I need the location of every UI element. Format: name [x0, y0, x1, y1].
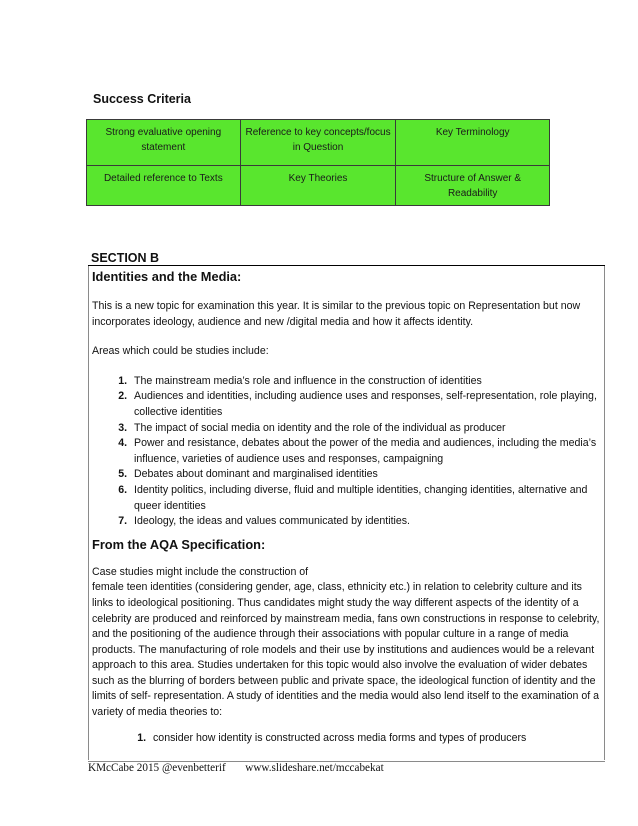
table-row	[87, 166, 550, 206]
list-item: 1. consider how identity is constructed across media forms and types of producers	[149, 731, 602, 747]
intro-paragraph: This is a new topic for examination this year. It is similar to the previous topic on Representation but now incorporates ideology, audience and new /digital media and how it affects identity.	[92, 300, 581, 328]
areas-list	[92, 374, 602, 530]
theories-list	[92, 731, 602, 747]
table-cell: Detailed reference to Texts	[87, 166, 241, 206]
section-content	[92, 266, 602, 746]
table-cell: Key Theories	[240, 166, 396, 206]
list-item: 7. Ideology, the ideas and values communicated by identities.	[130, 514, 602, 530]
case-study-line: Case studies might include the construction of	[92, 565, 309, 578]
table-cell: Key Terminology	[396, 120, 550, 166]
case-study-body: female teen identities (considering gender, age, class, ethnicity etc.) in relation to celebrity culture and its links to ideological positioning. Thus candidates might study the way different aspects of the identity of a celebrity are produced and reinforced by mainstream media, fans own constructions in response to celebrity, and the positioning of the audience through their associations with popular culture in a range of media products. The manufacturing of role models and their use by institutions and audiences would be a relevant approach to this area. Studies undertaken for this topic would also involve the evaluation of wider debates such as the blurring of borders between public and private space, the ideological function of identity and the limits of self- representation. A study of identities and the media would also lend itself to the examination of a variety of media theories to:	[92, 581, 600, 719]
areas-lead: Areas which could be studies include:	[92, 345, 269, 358]
footer-text: KMcCabe 2015 @evenbetterif www.slideshare.net/mccabekat	[88, 762, 384, 774]
list-item: 6. Identity politics, including diverse, fluid and multiple identities, changing identities, alternative and queer identities	[130, 483, 602, 514]
success-criteria-table	[86, 119, 550, 206]
list-item: 5. Debates about dominant and marginalised identities	[130, 467, 602, 483]
list-item: 2. Audiences and identities, including audience uses and responses, self-representation, role playing, collective identities	[130, 389, 602, 420]
case-study-paragraph	[92, 565, 602, 721]
table-row	[87, 120, 550, 166]
section-heading: SECTION B	[91, 251, 160, 265]
table-cell: Reference to key concepts/focus in Question	[240, 120, 396, 166]
table-cell: Strong evaluative opening statement	[87, 120, 241, 166]
list-item: 3. The impact of social media on identity and the role of the individual as producer	[130, 421, 602, 437]
list-item: 1. The mainstream media’s role and influence in the construction of identities	[130, 374, 602, 390]
success-criteria-title: Success Criteria	[93, 92, 191, 106]
spec-title: From the AQA Specification:	[92, 536, 266, 552]
list-item: 4. Power and resistance, debates about the power of the media and audiences, including the media’s influence, varieties of audience uses and responses, campaigning	[130, 436, 602, 467]
table-cell: Structure of Answer & Readability	[396, 166, 550, 206]
section-title: Identities and the Media:	[92, 269, 242, 284]
